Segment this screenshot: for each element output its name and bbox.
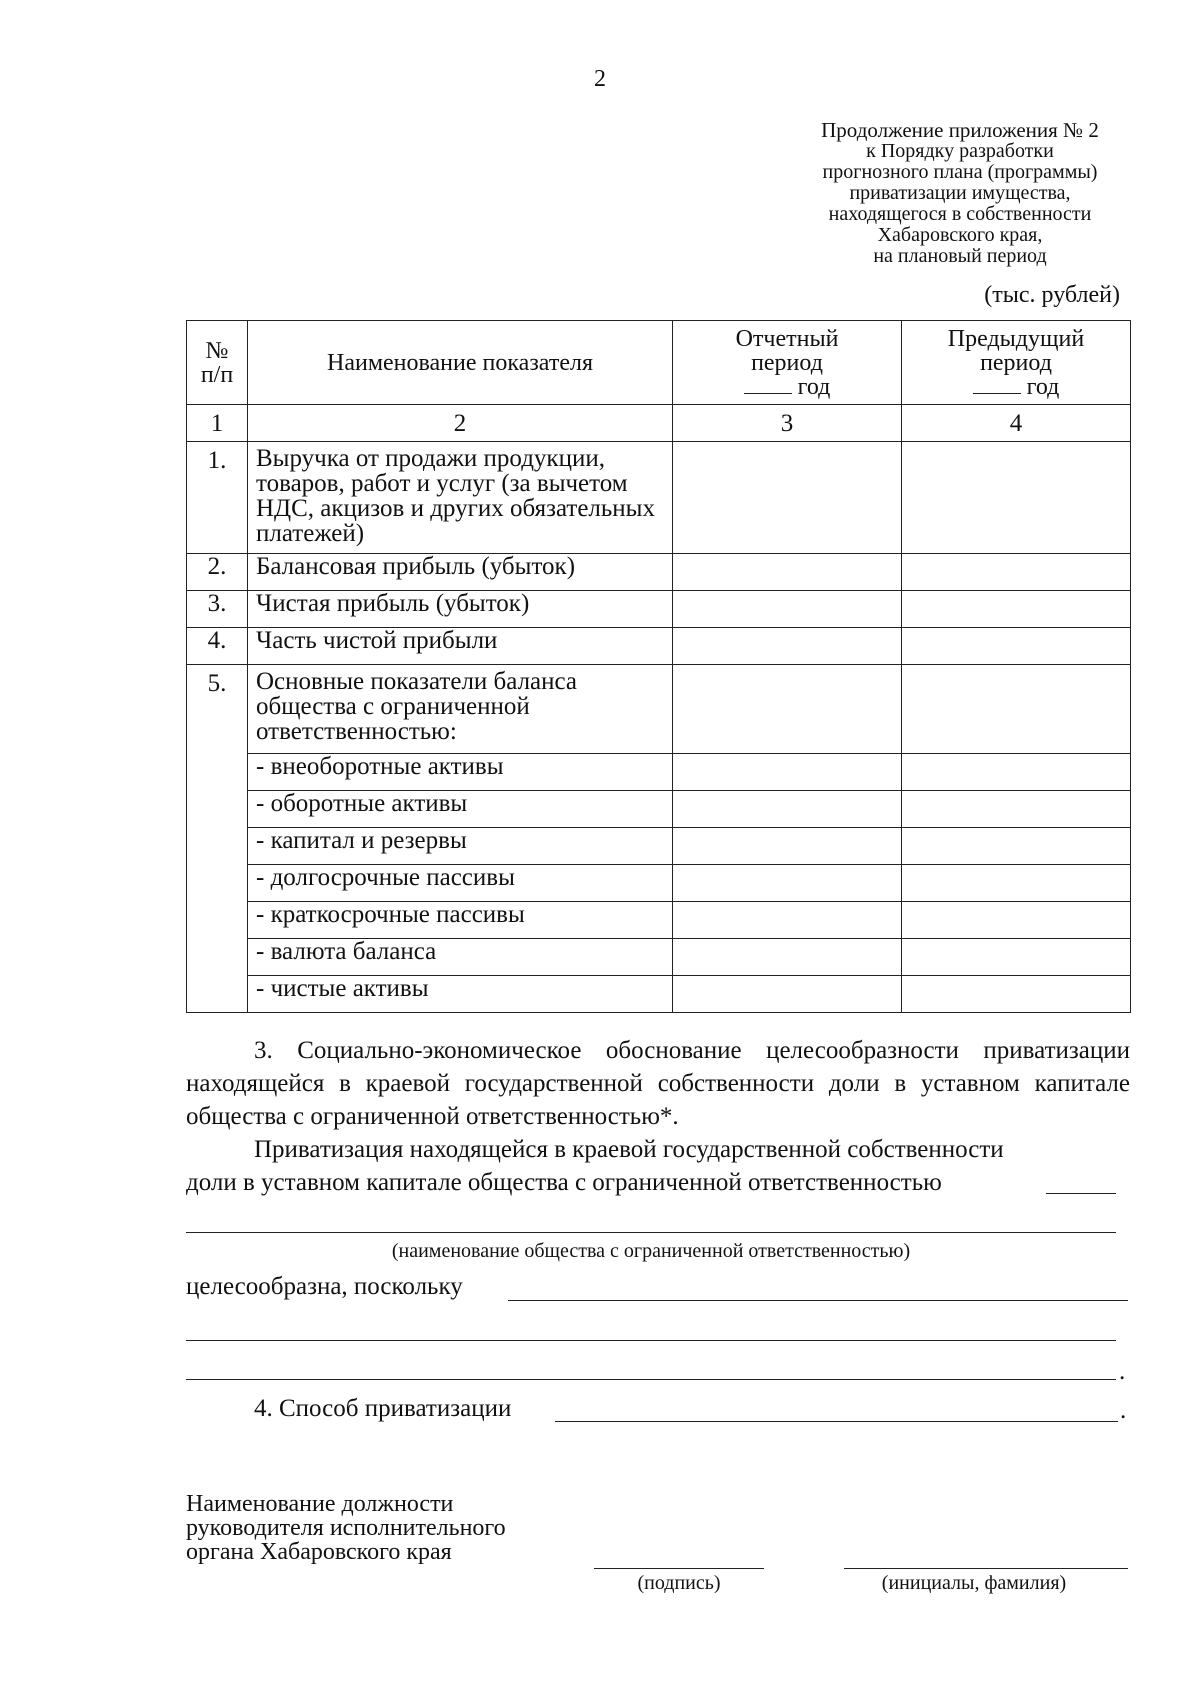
year-blank [744,375,792,394]
subrow-name: - валюта баланса [248,939,673,976]
row-name: Основные показатели баланса общества с ограниченной ответственностью: [248,665,673,754]
value-cell [902,791,1131,828]
subrow-name: - чистые активы [248,976,673,1013]
subrow-name: - долгосрочные пассивы [248,865,673,902]
value-cell [673,902,902,939]
page-number: 2 [594,66,606,92]
value-cell [673,976,902,1013]
row-name: Выручка от продажи продукции, товаров, работ и услуг (за вычетом НДС, акцизов и других обязательных платежей) [248,442,673,554]
year-blank [973,375,1021,394]
appendix-line: на плановый период [873,245,1047,267]
value-cell [673,828,902,865]
appendix-line: Продолжение приложения № 2 [821,118,1099,142]
appendix-line: к Порядку разработки [866,140,1054,162]
header-num: № п/п [187,321,248,405]
column-number: 1 [187,405,248,442]
table-subrow [187,865,1131,902]
value-cell [673,865,902,902]
section3-text: Приватизация находящейся в краевой государственной собственности доли в уставном капитале общества с ограниченной ответственностью [186,1136,1004,1196]
header-reporting-period: Отчетный период год [673,321,902,405]
fill-line [186,1379,1116,1380]
column-number: 2 [248,405,673,442]
signature-caption: (подпись) [637,1572,721,1594]
appendix-line: Хабаровского края, [877,224,1043,246]
appendix-line: прогнозного плана (программы) [822,161,1098,183]
table-subrow [187,976,1131,1013]
column-number: 4 [902,405,1131,442]
table-subrow [187,939,1131,976]
row-number: 3. [187,591,248,628]
indicators-table [186,320,1131,1013]
fill-line [1046,1193,1116,1194]
period-mark: . [1120,1397,1127,1424]
value-cell [902,828,1131,865]
signer-position: Наименование должности руководителя исполнительного органа Хабаровского края [186,1491,506,1565]
period-mark: . [1119,1358,1126,1385]
table-row [187,628,1131,665]
value-cell [902,976,1131,1013]
column-number: 3 [673,405,902,442]
fill-line [186,1340,1116,1341]
table-header-row [187,321,1131,405]
value-cell [673,628,902,665]
table-subrow [187,828,1131,865]
value-cell [902,902,1131,939]
fill-line [555,1421,1118,1422]
header-previous-period: Предыдущий период год [902,321,1131,405]
row-name: Чистая прибыль (убыток) [248,591,673,628]
table-row [187,554,1131,591]
table-subrow [187,902,1131,939]
value-cell [902,442,1131,554]
value-cell [902,665,1131,754]
signature-line [594,1568,764,1569]
row-number: 4. [187,628,248,665]
name-caption: (инициалы, фамилия) [881,1572,1067,1594]
value-cell [902,865,1131,902]
subrow-name: - краткосрочные пассивы [248,902,673,939]
value-cell [673,442,902,554]
value-cell [673,665,902,754]
section4-label: 4. Способ приватизации [254,1395,512,1422]
because-label: целесообразна, поскольку [186,1273,463,1300]
appendix-header [740,120,1180,267]
row-name: Часть чистой прибыли [248,628,673,665]
value-cell [673,939,902,976]
fill-line [508,1300,1128,1301]
value-cell [902,554,1131,591]
value-cell [902,628,1131,665]
value-cell [673,791,902,828]
value-cell [902,939,1131,976]
row-number: 5. [187,665,248,1013]
table-row [187,591,1131,628]
subrow-name: - оборотные активы [248,791,673,828]
appendix-line: приватизации имущества, [849,182,1071,204]
column-numbers-row [187,405,1131,442]
value-cell [673,754,902,791]
value-cell [673,591,902,628]
fill-line [186,1232,1116,1233]
table-row [187,442,1131,554]
row-number: 2. [187,554,248,591]
table-subrow [187,754,1131,791]
row-number: 1. [187,442,248,554]
subrow-name: - капитал и резервы [248,828,673,865]
units-label: (тыс. рублей) [984,282,1120,308]
subrow-name: - внеоборотные активы [248,754,673,791]
table-subrow [187,791,1131,828]
header-name: Наименование показателя [248,321,673,405]
value-cell [673,554,902,591]
company-name-caption: (наименование общества с ограниченной ответственностью) [391,1240,911,1262]
value-cell [902,591,1131,628]
section3-title: 3. Социально-экономическое обоснование целесообразности приватизации находящейся в краевой государственной собственности доли в уставном капитале общества с ограниченной ответственностью*. [186,1037,1130,1130]
table-row [187,665,1131,754]
name-line [844,1568,1128,1569]
appendix-line: находящегося в собственности [828,203,1092,225]
row-name: Балансовая прибыль (убыток) [248,554,673,591]
value-cell [902,754,1131,791]
